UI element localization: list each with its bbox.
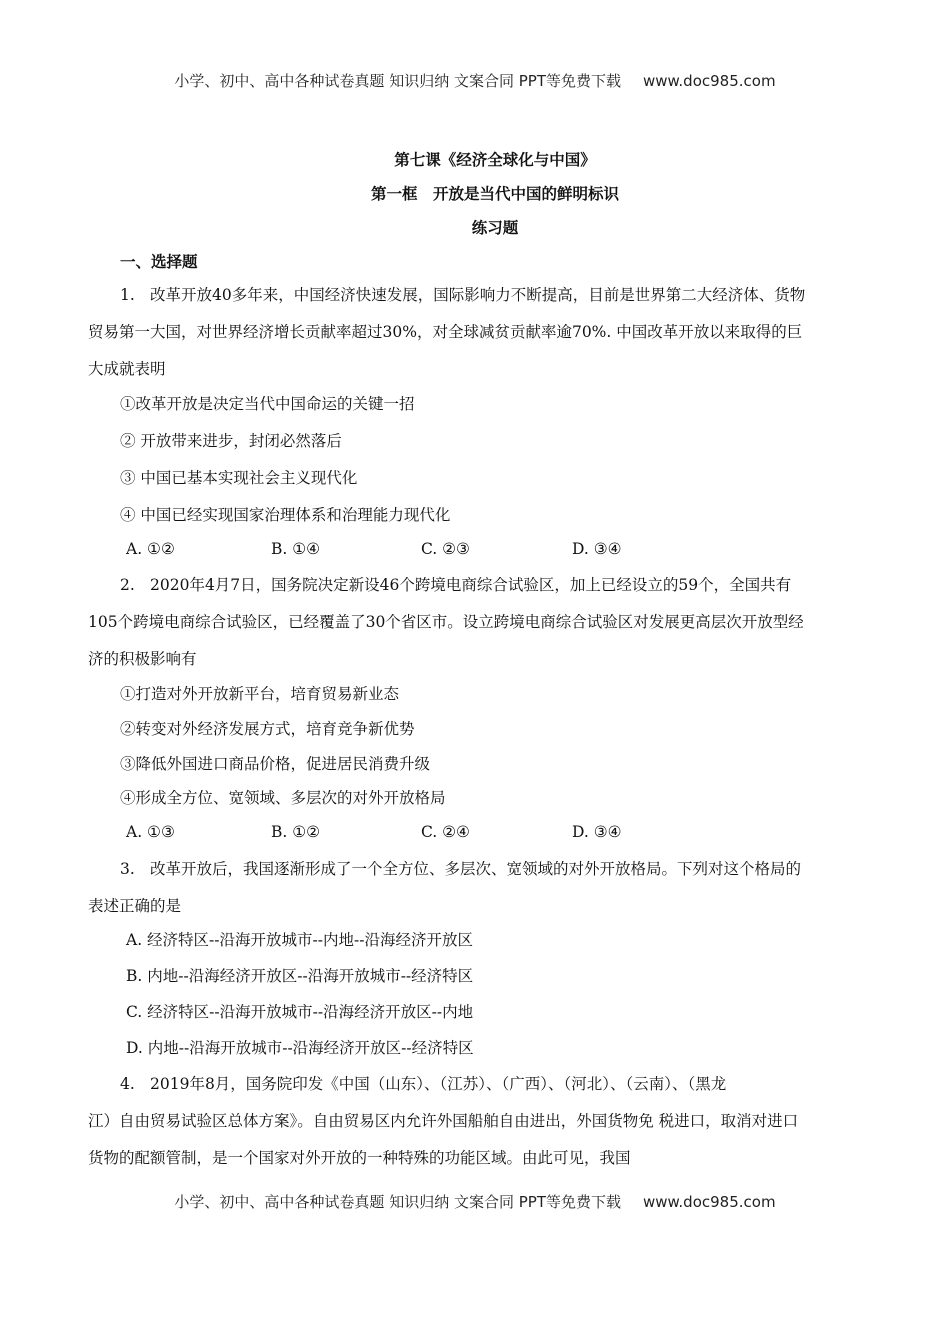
- header-url[interactable]: www.doc985.com: [642, 72, 776, 90]
- question-1-line-3: 大成就表明: [88, 360, 166, 378]
- question-1-item-2: ② 开放带来进步，封闭必然落后: [120, 432, 342, 450]
- question-2-item-1: ①打造对外开放新平台，培育贸易新业态: [120, 685, 400, 703]
- question-1-line-2: 贸易第一大国，对世界经济增长贡献率超过30%，对全球减贫贡献率逾70%. 中国改革开放以来取得的巨: [88, 323, 803, 341]
- question-2-choice-b[interactable]: B. ①②: [271, 823, 321, 841]
- page-footer: [0, 1191, 950, 1212]
- lesson-title: 第七课《经济全球化与中国》: [394, 151, 596, 169]
- question-3-choice-a[interactable]: A. 经济特区--沿海开放城市--内地--沿海经济开放区: [126, 931, 473, 949]
- question-3-number: 3.: [120, 860, 135, 878]
- question-3-choice-b[interactable]: B. 内地--沿海经济开放区--沿海开放城市--经济特区: [126, 967, 474, 985]
- question-2-line-2: 105个跨境电商综合试验区，已经覆盖了30个省区市。设立跨境电商综合试验区对发展更高层次开放型经: [88, 613, 804, 631]
- question-3-line-1: 3. 改革开放后，我国逐渐形成了一个全方位、多层次、宽领域的对外开放格局。下列对这个格局的: [120, 860, 802, 878]
- question-1-line-1: 1. 改革开放40多年来，中国经济快速发展，国际影响力不断提高，目前是世界第二大经济体、货物: [120, 286, 806, 304]
- question-2-choices: [0, 822, 950, 842]
- question-4-line-3: 货物的配额管制，是一个国家对外开放的一种特殊的功能区域。由此可见，我国: [88, 1149, 631, 1167]
- question-3-choice-c[interactable]: C. 经济特区--沿海开放城市--沿海经济开放区--内地: [126, 1003, 474, 1021]
- question-2-choice-d[interactable]: D. ③④: [572, 823, 622, 841]
- section-heading: 一、选择题: [120, 253, 198, 271]
- question-1-item-3: ③ 中国已基本实现社会主义现代化: [120, 469, 358, 487]
- footer-text: 小学、初中、高中各种试卷真题 知识归纳 文案合同 PPT等免费下载: [174, 1193, 621, 1211]
- question-3-line-2: 表述正确的是: [88, 897, 182, 915]
- question-1-item-1: ①改革开放是决定当代中国命运的关键一招: [120, 395, 415, 413]
- question-2-item-2: ②转变对外经济发展方式，培育竞争新优势: [120, 720, 415, 738]
- question-2-choice-a[interactable]: A. ①③: [126, 823, 175, 841]
- question-1-number: 1.: [120, 286, 135, 304]
- question-1-choice-b[interactable]: B. ①④: [271, 540, 321, 558]
- frame-title: 第一框 开放是当代中国的鲜明标识: [370, 185, 619, 203]
- page-header: [0, 70, 950, 91]
- question-2-number: 2.: [120, 576, 135, 594]
- question-4-line-2: 江）自由贸易试验区总体方案》。自由贸易区内允许外国船舶自由进出，外国货物免 税进口，取消对进口: [88, 1112, 799, 1130]
- footer-url[interactable]: www.doc985.com: [642, 1193, 776, 1211]
- question-1-choice-a[interactable]: A. ①②: [126, 540, 175, 558]
- question-2-line-1: 2. 2020年4月7日，国务院决定新设46个跨境电商综合试验区，加上已经设立的59个，全国共有: [120, 576, 792, 594]
- question-1-choices: [0, 539, 950, 559]
- question-2-item-4: ④形成全方位、宽领域、多层次的对外开放格局: [120, 789, 446, 807]
- question-4-number: 4.: [120, 1075, 135, 1093]
- question-2-item-3: ③降低外国进口商品价格，促进居民消费升级: [120, 755, 431, 773]
- question-3-choice-d[interactable]: D. 内地--沿海开放城市--沿海经济开放区--经济特区: [126, 1039, 474, 1057]
- question-4-line-1: 4. 2019年8月，国务院印发《中国（山东）、（江苏）、（广西）、（河北）、（云南）、（黑龙: [120, 1075, 727, 1093]
- question-1-choice-c[interactable]: C. ②③: [421, 540, 470, 558]
- question-1-choice-d[interactable]: D. ③④: [572, 540, 622, 558]
- question-1-item-4: ④ 中国已经实现国家治理体系和治理能力现代化: [120, 506, 451, 524]
- question-2-line-3: 济的积极影响有: [88, 650, 197, 668]
- exercise-title: 练习题: [471, 219, 519, 237]
- header-text: 小学、初中、高中各种试卷真题 知识归纳 文案合同 PPT等免费下载: [174, 72, 621, 90]
- question-2-choice-c[interactable]: C. ②④: [421, 823, 470, 841]
